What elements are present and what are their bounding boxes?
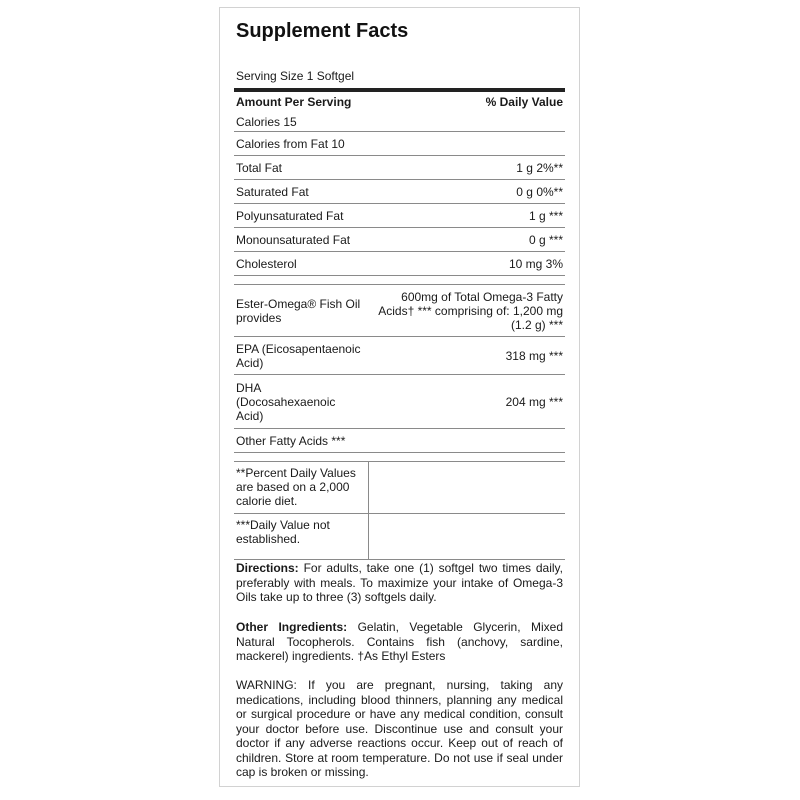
calories-from-fat-value: Calories from Fat 10 <box>236 136 345 151</box>
ester-omega-name: Ester-Omega® Fish Oil provides <box>236 296 361 325</box>
nutrient-row <box>234 156 565 180</box>
directions-text: For adults, take one (1) softgel two times daily, preferably with meals. To maximize your intake of Omega-3 Oils take up to three (3) softgels daily. <box>236 561 564 604</box>
epa-row <box>234 337 565 375</box>
directions-paragraph <box>236 561 563 605</box>
nutrient-name: Cholesterol <box>236 256 297 271</box>
spacer-row <box>234 276 565 285</box>
nutrient-name: Polyunsaturated Fat <box>236 208 344 223</box>
ester-omega-row <box>234 285 565 337</box>
nutrient-row <box>234 204 565 228</box>
facts-table <box>234 64 565 560</box>
nutrient-amount: 1 g *** <box>528 208 563 223</box>
dha-row <box>234 375 565 429</box>
amount-per-serving-label: Amount Per Serving <box>236 95 352 109</box>
other-ingredients-label: Other Ingredients: <box>236 620 348 634</box>
dha-amount: 204 mg *** <box>505 394 563 409</box>
epa-name: EPA (Eicosapentaenoic Acid) <box>236 341 361 370</box>
other-fatty-acids-label: Other Fatty Acids *** <box>236 433 346 448</box>
other-ingredients-text: Gelatin, Vegetable Glycerin, Mixed Natural Tocopherols. Contains fish (anchovy, sardine, mackerel) ingredients. †As Ethyl Esters <box>236 620 563 663</box>
nutrient-amount: 0 g *** <box>528 232 563 247</box>
calories-row <box>234 112 565 132</box>
nutrient-row <box>234 228 565 252</box>
header-row <box>234 92 565 112</box>
nutrient-amount: 0 g 0%** <box>516 184 563 199</box>
dha-name: DHA (Docosahexaenoic Acid) <box>236 380 336 423</box>
ester-omega-amount: 600mg of Total Omega-3 Fatty Acids† *** comprising of: 1,200 mg (1.2 g) *** <box>378 289 563 332</box>
percent-dv-note: **Percent Daily Values are based on a 2,000 calorie diet. <box>234 462 369 513</box>
serving-size: Serving Size 1 Softgel <box>236 69 355 83</box>
nutrient-amount: 1 g 2%** <box>516 160 563 175</box>
epa-amount: 318 mg *** <box>505 348 563 363</box>
daily-value-label: % Daily Value <box>485 95 563 109</box>
dv-not-established-row <box>234 514 565 560</box>
nutrient-amount: 10 mg 3% <box>508 256 563 271</box>
nutrient-row <box>234 252 565 276</box>
supplement-facts-panel <box>219 7 580 787</box>
nutrient-name: Total Fat <box>236 160 283 175</box>
other-ingredients-paragraph <box>236 620 563 664</box>
nutrient-name: Monounsaturated Fat <box>236 232 351 247</box>
panel-title: Supplement Facts <box>236 20 409 42</box>
directions-label: Directions: <box>236 561 299 575</box>
nutrient-row <box>234 180 565 204</box>
percent-dv-note-row <box>234 462 565 514</box>
other-fatty-acids-row <box>234 429 565 453</box>
spacer-row <box>234 453 565 462</box>
dv-not-established-note: ***Daily Value not established. <box>234 514 369 559</box>
warning-paragraph: WARNING: If you are pregnant, nursing, taking any medications, including blood thinners, planning any medical or surgical procedure or have any medical condition, consult your doctor before use. Discontinue use and consult your doctor if any adverse reactions occur. Keep out of reach of children. Store at room temperature. Do not use if seal under cap is broken or missing. <box>236 678 563 779</box>
nutrient-name: Saturated Fat <box>236 184 309 199</box>
calories-value: Calories 15 <box>236 114 297 129</box>
calories-from-fat-row <box>234 132 565 156</box>
